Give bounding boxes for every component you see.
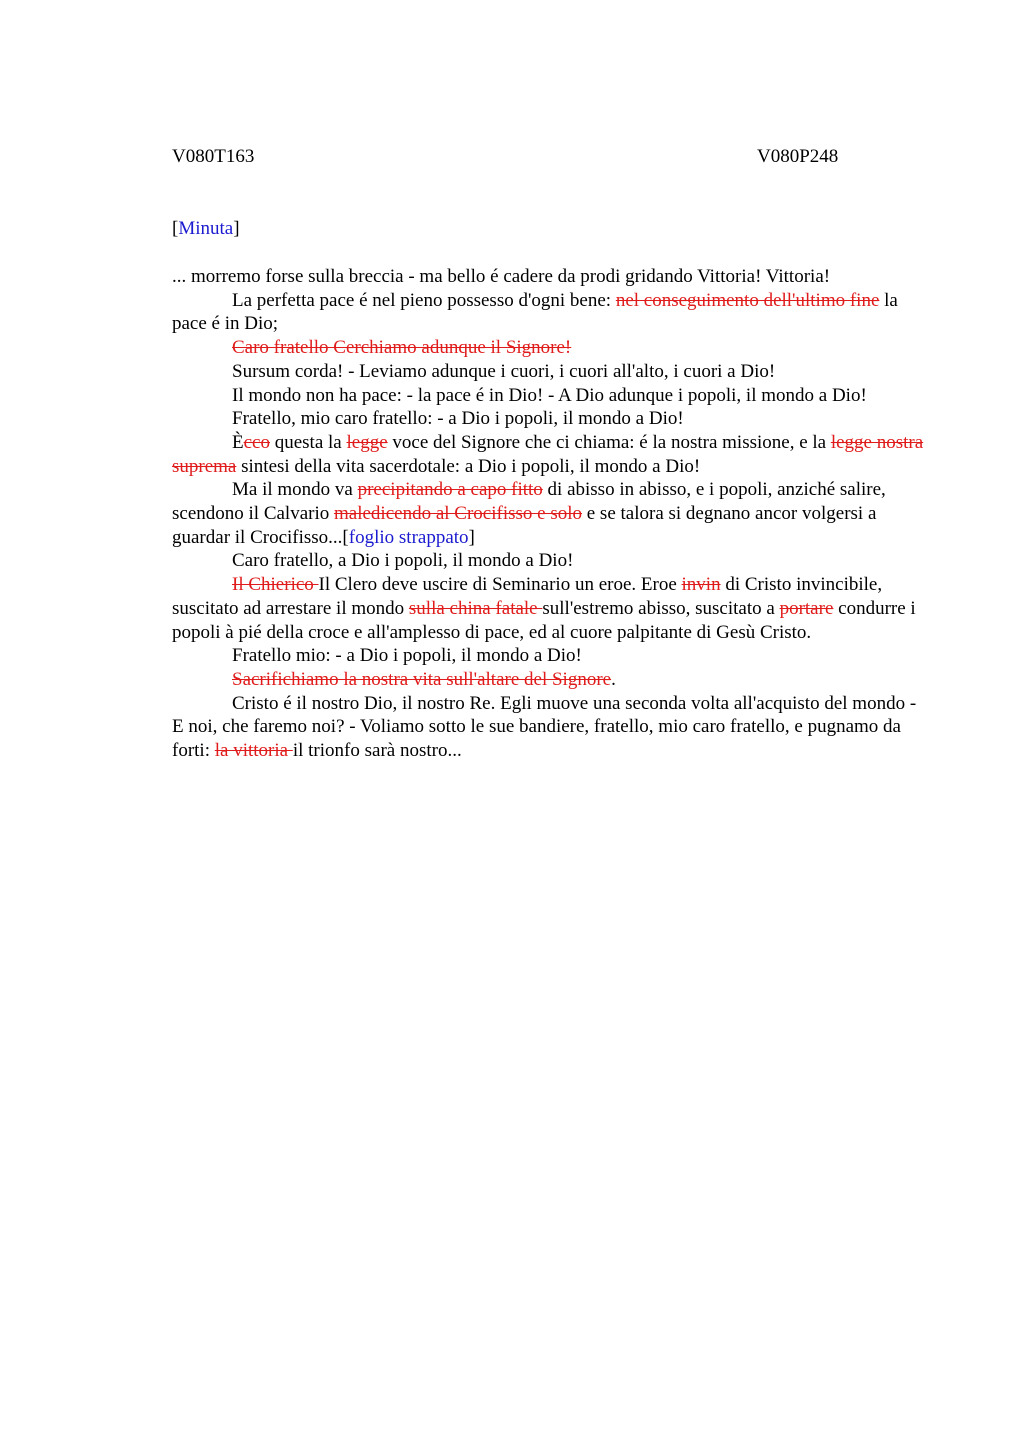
note-label: Minuta [178, 218, 234, 239]
text-segment: il trionfo sarà nostro... [292, 740, 462, 762]
text-segment: di Cristo invincibile, suscitato ad arrestare il mondo [172, 574, 883, 619]
paragraph [172, 431, 932, 478]
text-segment: Fratello, mio caro fratello: - a Dio i popoli, il mondo a Dio! [232, 408, 684, 430]
text-segment: questa la [269, 431, 347, 453]
text-segment: Il mondo non ha pace: - la pace é in Dio! - A Dio adunque i popoli, il mondo a Dio! [232, 384, 867, 406]
text-segment: condurre i popoli à pié della croce e all'amplesso di pace, ed al cuore palpitante di Gesù Cristo. [172, 597, 916, 643]
editorial-remark: foglio strappato [348, 526, 469, 548]
deleted-text: portare [779, 597, 834, 619]
paragraph [172, 384, 932, 408]
text-segment: sintesi della vita sacerdotale: a Dio i popoli, il mondo a Dio! [236, 455, 701, 477]
text-segment: È [232, 431, 244, 453]
text-segment: sull'estremo abisso, suscitato a [542, 597, 780, 619]
text-segment: Il Clero deve uscire di Seminario un eroe. Eroe [318, 574, 682, 596]
text-segment: di abisso in abisso, e i popoli, anziché salire, scendono il Calvario [172, 479, 886, 525]
paragraph [172, 265, 932, 289]
page-id-left: V080T163 [172, 146, 255, 167]
transcription-body [172, 265, 932, 763]
text-segment: ... morremo forse sulla breccia - ma bello é cadere da prodi gridando Vittoria! Vittoria! [172, 266, 831, 287]
text-segment: ] [468, 526, 475, 548]
paragraph [172, 336, 932, 360]
paragraph [172, 668, 932, 692]
paragraph [172, 644, 932, 668]
deleted-text: la vittoria [214, 740, 293, 762]
text-segment: La perfetta pace é nel pieno possesso d'ogni bene: [232, 289, 616, 311]
paragraph [172, 692, 932, 763]
paragraph [172, 289, 932, 336]
text-segment: . [611, 668, 616, 690]
text-segment: voce del Signore che ci chiama: é la nostra missione, e la [387, 431, 831, 453]
deleted-text: invin [681, 574, 721, 596]
deleted-text: Caro fratello Cerchiamo adunque il Signore! [232, 337, 572, 359]
text-segment: Sursum corda! - Leviamo adunque i cuori, i cuori all'alto, i cuori a Dio! [232, 360, 776, 382]
text-segment: Fratello mio: - a Dio i popoli, il mondo a Dio! [232, 645, 582, 667]
paragraph [172, 407, 932, 431]
deleted-text: maledicendo al Crocifisso e solo [334, 503, 582, 525]
note-close-bracket: ] [233, 218, 240, 239]
paragraph [172, 573, 932, 644]
editorial-note [172, 218, 240, 240]
deleted-text: precipitando a capo fitto [357, 479, 543, 501]
note-open-bracket: [ [172, 218, 179, 239]
deleted-text: nel conseguimento dell'ultimo fine [615, 289, 880, 311]
deleted-text: sulla china fatale [408, 597, 543, 619]
page-id-right: V080P248 [757, 146, 839, 167]
paragraph [172, 549, 932, 573]
text-segment: Cristo é il nostro Dio, il nostro Re. Egli muove una seconda volta all'acquisto del mondo - E noi, che faremo noi? - Voliamo sotto le sue bandiere, fratello, mio caro fratello, e pugnamo da forti: [172, 692, 917, 762]
deleted-text: cco [243, 431, 270, 453]
paragraph [172, 360, 932, 384]
text-segment: e se talora si degnano ancor volgersi a guardar il Crocifisso...[ [172, 503, 877, 548]
text-segment: la pace é in Dio; [172, 289, 898, 335]
paragraph [172, 478, 932, 549]
text-segment: Caro fratello, a Dio i popoli, il mondo a Dio! [232, 550, 574, 572]
deleted-text: legge [346, 431, 388, 453]
deleted-text: Il Chierico [232, 574, 319, 596]
text-segment: Ma il mondo va [232, 479, 358, 501]
deleted-text: legge nostra suprema [172, 431, 924, 477]
deleted-text: Sacrifichiamo la nostra vita sull'altare del Signore [232, 668, 612, 690]
